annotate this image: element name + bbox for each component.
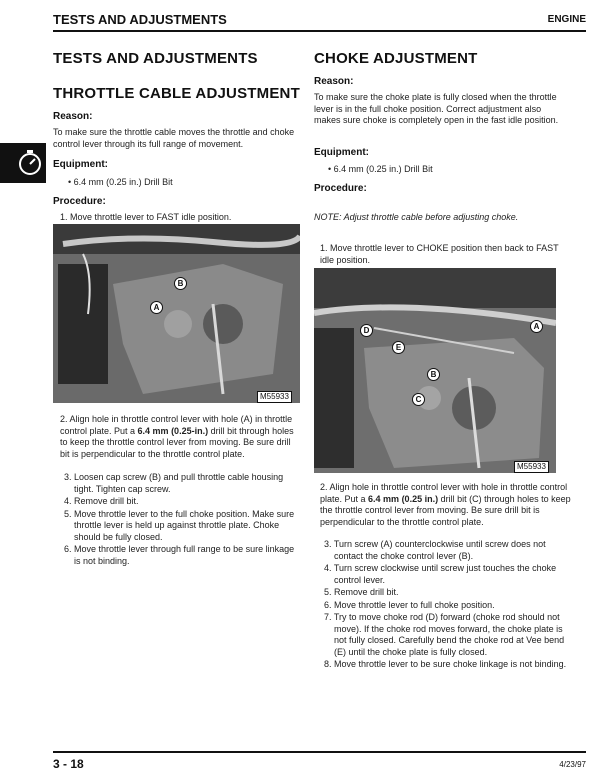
footer-rule	[53, 751, 586, 753]
header-rule	[53, 30, 586, 32]
equipment-item: • 6.4 mm (0.25 in.) Drill Bit	[68, 177, 173, 187]
page-number: 3 - 18	[53, 757, 84, 771]
reason-heading: Reason:	[53, 111, 93, 122]
choke-step-6: 6. Move throttle lever to full choke position.	[324, 599, 495, 610]
callout-a: A	[530, 320, 543, 333]
revision-date: 4/23/97	[559, 760, 586, 769]
equipment-list	[60, 177, 173, 189]
choke-photo	[314, 268, 556, 473]
choke-equipment-heading: Equipment:	[314, 147, 369, 158]
step-6: 6. Move throttle lever through full range to be sure linkage is not binding.	[64, 544, 295, 566]
equipment-heading: Equipment:	[53, 159, 108, 170]
step-3: 3. Loosen cap screw (B) and pull throttle cable housing tight. Tighten cap screw.	[64, 472, 284, 494]
choke-equipment-item: • 6.4 mm (0.25 in.) Drill Bit	[328, 164, 433, 174]
procedure-heading: Procedure:	[53, 196, 106, 207]
step-1: 1. Move throttle lever to FAST idle position.	[60, 212, 232, 222]
choke-step-4: 4. Turn screw clockwise until screw just touches the choke control lever.	[324, 563, 557, 585]
choke-step-7: 7. Try to move choke rod (D) forward (choke rod should not move). If the choke rod moves forward, the choke plate is not fully closed. Carefully bend the choke rod at Vee bend (E) until the choke plate is fully closed.	[324, 612, 565, 657]
choke-step-3: 3. Turn screw (A) counterclockwise until screw does not contact the choke control lever (B).	[324, 539, 546, 561]
chapter-label: ENGINE	[547, 14, 586, 25]
callout-b: B	[427, 368, 440, 381]
reason-text: To make sure the throttle cable moves the throttle and choke control lever through its full range of movement.	[53, 127, 295, 149]
callout-e: E	[392, 341, 405, 354]
choke-reason-text: To make sure the choke plate is fully closed when the throttle lever is in the full choke position. Correct adjustment also makes sure choke is completely open in the fast idle position.	[314, 92, 559, 125]
choke-step-2: 2. Align hole in throttle control lever with hole in throttle control plate. Put a 6.4 mm (0.25 in.) drill bit (C) through holes to keep the throttle control lever from moving. Be sure drill bit is perpendicular to the throttle control plate.	[320, 482, 571, 527]
callout-c: C	[412, 393, 425, 406]
choke-procedure-heading: Procedure:	[314, 183, 367, 194]
step-4: 4. Remove drill bit.	[64, 496, 139, 506]
running-header: TESTS AND ADJUSTMENTS	[53, 12, 227, 27]
engine-photo-illustration	[53, 224, 300, 403]
step-5: 5. Move throttle lever to the full choke position. Make sure throttle lever is held up against throttle plate. Choke should be fully closed.	[64, 508, 295, 542]
callout-b: B	[174, 277, 187, 290]
page-title: TESTS AND ADJUSTMENTS	[53, 50, 258, 67]
stopwatch-icon	[0, 143, 46, 183]
choke-title: CHOKE ADJUSTMENT	[314, 50, 478, 67]
choke-figure-id: M55933	[514, 461, 549, 473]
callout-d: D	[360, 324, 373, 337]
throttle-photo	[53, 224, 300, 403]
choke-reason-heading: Reason:	[314, 76, 354, 87]
section-title: THROTTLE CABLE ADJUSTMENT	[53, 85, 300, 102]
choke-steps-list	[320, 539, 572, 671]
choke-equipment-list	[320, 164, 433, 176]
choke-step-8: 8. Move throttle lever to be sure choke linkage is not binding.	[324, 659, 567, 669]
figure-id: M55933	[257, 391, 292, 403]
callout-a: A	[150, 301, 163, 314]
choke-step-5: 5. Remove drill bit.	[324, 587, 399, 597]
choke-step-1: 1. Move throttle lever to CHOKE position then back to FAST idle position.	[320, 243, 559, 265]
section-tab	[0, 143, 46, 183]
choke-note: NOTE: Adjust throttle cable before adjusting choke.	[314, 212, 519, 222]
step-2: 2. Align hole in throttle control lever with hole (A) in throttle control plate. Put a 6.4 mm (0.25-in.) drill bit through holes to keep the throttle control lever from moving. Be sure drill bit is perpendicular to the throttle control plate.	[60, 414, 294, 459]
steps-list	[60, 472, 300, 567]
